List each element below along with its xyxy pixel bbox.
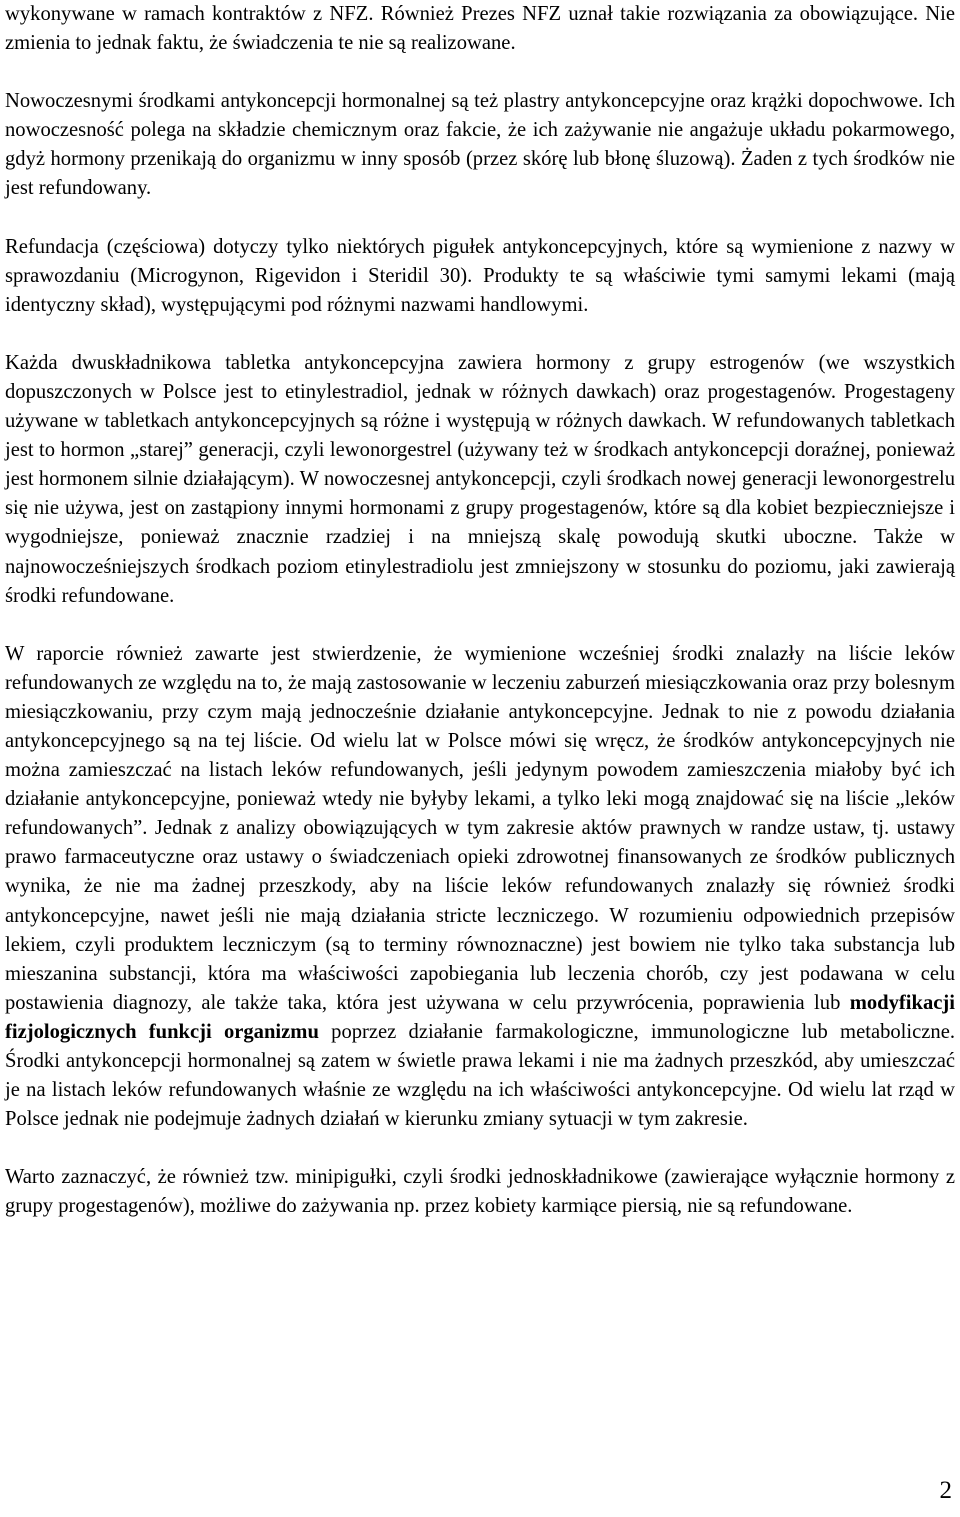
paragraph-2: Nowoczesnymi środkami antykoncepcji hormonalnej są też plastry antykoncepcyjne oraz krążki dopochwowe. Ich nowoczesność polega na składzie chemicznym oraz fakcie, że ich zażywanie nie angażuje układu pokarmowego, gdyż hormony przenikają do organizmu w inny sposób (przez skórę lub błonę śluzową). Żaden z tych środków nie jest refundowany. <box>5 90 955 200</box>
paragraph-3: Refundacja (częściowa) dotyczy tylko niektórych pigułek antykoncepcyjnych, które są wymienione z nazwy w sprawozdaniu (Microgynon, Rigevidon i Steridil 30). Produkty te są właściwie tymi samymi lekami (mają identyczny skład), występującymi pod różnymi nazwami handlowymi. <box>5 235 955 316</box>
page-number: 2 <box>939 1477 952 1504</box>
paragraph-gap <box>5 320 955 349</box>
paragraph-5 <box>5 640 955 1135</box>
paragraph-5-bold-phrase: modyfikacji fizjologicznych funkcji organizmu <box>5 991 955 1043</box>
paragraph-gap <box>5 58 955 87</box>
paragraph-gap <box>5 204 955 233</box>
paragraph-4: Każda dwuskładnikowa tabletka antykoncepcyjna zawiera hormony z grupy estrogenów (we wszystkich dopuszczonych w Polsce jest to etinylestradiol, jednak w różnych dawkach) oraz progestagenów. Progestageny używane w tabletkach antykoncepcyjnych są różne i występują w różnych dawkach. W refundowanych tabletkach jest to hormon „starej” generacji, czyli lewonorgestrel (używany też w środkach antykoncepcji doraźnej, ponieważ jest hormonem silnie działającym). W nowoczesnej antykoncepcji, czyli środkach nowej generacji lewonorgestrelu się nie używa, jest on zastąpiony innymi hormonami z grupy progestagenów, które są dla kobiet bezpieczniejsze i wygodniejsze, ponieważ znacznie rzadziej i na mniejszą skalę powodują skutki uboczne. Także w najnowocześniejszych środkach poziom etinylestradiolu jest zmniejszony w stosunku do poziomu, jaki zawierają środki refundowane. <box>5 351 955 607</box>
paragraph-5-text-start: W raporcie również zawarte jest stwierdzenie, że wymienione wcześniej środki znalazły na liście leków refundowanych ze względu na to, że mają zastosowanie w leczeniu zaburzeń miesiączkowania oraz przy bolesnym miesiączkowaniu, przy czym mają jednocześnie działanie antykoncepcyjne. Jednak to nie z powodu działania antykoncepcyjnego są na tej liście. Od wielu lat w Polsce mówi się wręcz, że środków antykoncepcyjnych nie można zamieszczać na listach leków refundowanych, jeśli jedynym powodem zamieszczenia miałoby być ich działanie antykoncepcyjne, ponieważ wtedy nie byłyby lekami, a tylko leki mogą znajdować się na liście „leków refundowanych”. Jednak z analizy obowiązujących w tym zakresie aktów prawnych w randze ustaw, tj. ustawy prawo farmaceutyczne oraz ustawy o świadczeniach opieki zdrowotnej finansowanych ze środków publicznych wynika, że nie ma żadnej przeszkody, aby na liście leków refundowanych znalazły się również środki antykoncepcyjne, nawet jeśli nie mają działania stricte leczniczego. W rozumieniu odpowiednich przepisów lekiem, czyli produktem leczniczym (są to terminy równoznaczne) jest bowiem nie tylko taka substancja lub mieszanina substancji, która ma właściwości zapobiegania lub leczenia chorób, czy jest podawana w celu postawienia diagnozy, ale także taka, która jest używana w celu przywrócenia, poprawienia lub <box>5 642 955 1014</box>
paragraph-gap <box>5 611 955 640</box>
paragraph-6: Warto zaznaczyć, że również tzw. minipigułki, czyli środki jednoskładnikowe (zawierające wyłącznie hormony z grupy progestagenów), możliwe do zażywania np. przez kobiety karmiące piersią, nie są refundowane. <box>5 1166 955 1218</box>
paragraph-gap <box>5 1134 955 1163</box>
paragraph-1: wykonywane w ramach kontraktów z NFZ. Również Prezes NFZ uznał takie rozwiązania za obowiązujące. Nie zmienia to jednak faktu, że świadczenia te nie są realizowane. <box>5 3 955 55</box>
paragraph-5-text-end: poprzez działanie farmakologiczne, immunologiczne lub metaboliczne. Środki antykoncepcji hormonalnej są zatem w świetle prawa lekami i nie ma żadnych przeszkód, aby umieszczać je na listach leków refundowanych właśnie ze względu na ich właściwości antykoncepcyjne. Od wielu lat rząd w Polsce jednak nie podejmuje żadnych działań w kierunku zmiany sytuacji w tym zakresie. <box>5 1020 955 1131</box>
document-body <box>5 0 955 1221</box>
